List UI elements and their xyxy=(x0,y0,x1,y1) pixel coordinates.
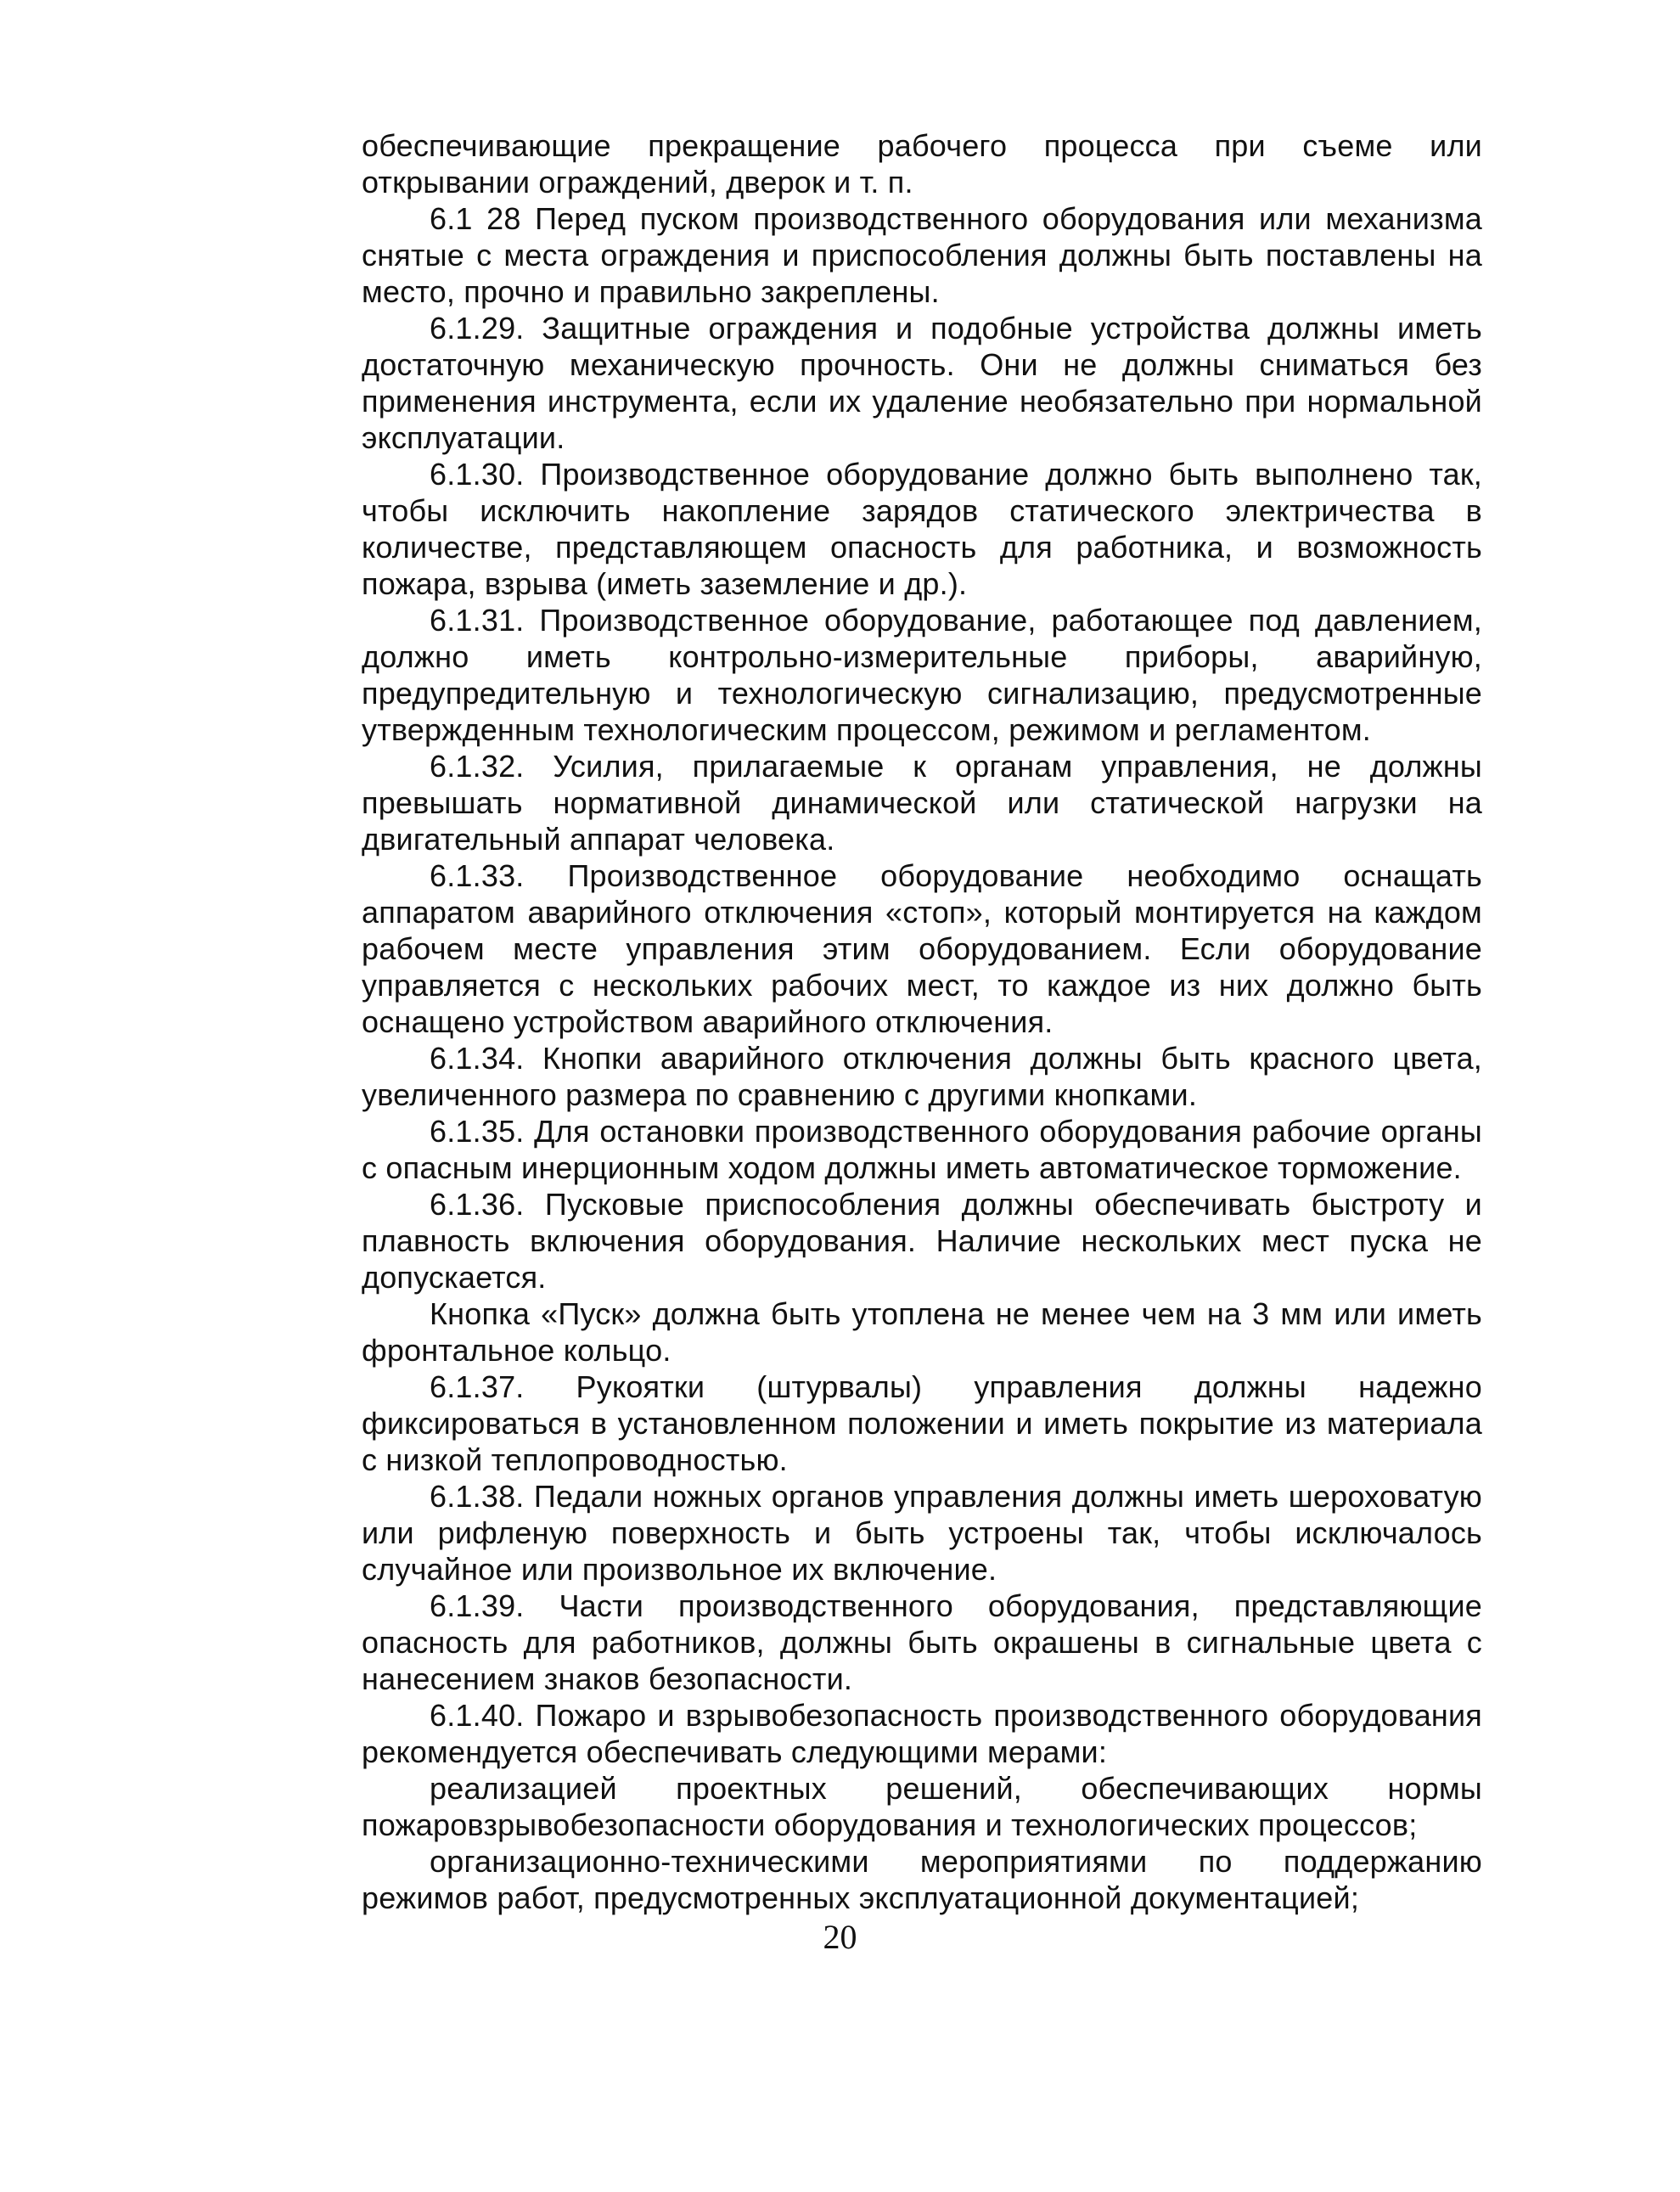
paragraph-6-1-39: 6.1.39. Части производственного оборудования, представляющие опасность для работников, должны быть окрашены в сигнальные цвета с нанесением знаков безопасности. xyxy=(362,1588,1482,1696)
list-item-design-solutions: реализацией проектных решений, обеспечивающих нормы пожаровзрывобезопасности оборудования и технологических процессов; xyxy=(362,1771,1482,1842)
paragraph-continuation: обеспечивающие прекращение рабочего процесса при съеме или открывании ограждений, дверок и т. п. xyxy=(362,128,1482,200)
paragraph-6-1-28: 6.1 28 Перед пуском производственного оборудования или механизма снятые с места ограждения и приспособления должны быть поставлены на место, прочно и правильно закреплены. xyxy=(362,201,1482,309)
list-item-organizational-measures: организационно-техническими мероприятиями по поддержанию режимов работ, предусмотренных эксплуатационной документацией; xyxy=(362,1844,1482,1915)
paragraph-6-1-36: 6.1.36. Пусковые приспособления должны обеспечивать быстроту и плавность включения оборудования. Наличие нескольких мест пуска не допускается. xyxy=(362,1187,1482,1295)
paragraph-6-1-34: 6.1.34. Кнопки аварийного отключения должны быть красного цвета, увеличенного размера по сравнению с другими кнопками. xyxy=(362,1041,1482,1112)
paragraph-6-1-38: 6.1.38. Педали ножных органов управления должны иметь шероховатую или рифленую поверхность и быть устроены так, чтобы исключалось случайное или произвольное их включение. xyxy=(362,1479,1482,1587)
paragraph-6-1-32: 6.1.32. Усилия, прилагаемые к органам управления, не должны превышать нормативной динамической или статической нагрузки на двигательный аппарат человека. xyxy=(362,749,1482,857)
paragraph-6-1-35: 6.1.35. Для остановки производственного оборудования рабочие органы с опасным инерционным ходом должны иметь автоматическое торможение. xyxy=(362,1114,1482,1185)
paragraph-6-1-30: 6.1.30. Производственное оборудование должно быть выполнено так, чтобы исключить накопление зарядов статического электричества в количестве, представляющем опасность для работника, и возможность пожара, взрыва (иметь заземление и др.). xyxy=(362,457,1482,601)
paragraph-6-1-31: 6.1.31. Производственное оборудование, работающее под давлением, должно иметь контрольно-измерительные приборы, аварийную, предупредительную и технологическую сигнализацию, предусмотренные утвержденным технологическим процессом, режимом и регламентом. xyxy=(362,603,1482,747)
paragraph-6-1-29: 6.1.29. Защитные ограждения и подобные устройства должны иметь достаточную механическую прочность. Они не должны сниматься без применения инструмента, если их удаление необязательно при нормальной эксплуатации. xyxy=(362,311,1482,455)
page-number: 20 xyxy=(823,1918,857,1956)
paragraph-6-1-33: 6.1.33. Производственное оборудование необходимо оснащать аппаратом аварийного отключения «стоп», который монтируется на каждом рабочем месте управления этим оборудованием. Если оборудование управляется с нескольких рабочих мест, то каждое из них должно быть оснащено устройством аварийного отключения. xyxy=(362,858,1482,1039)
paragraph-6-1-37: 6.1.37. Рукоятки (штурвалы) управления должны надежно фиксироваться в установленном положении и иметь покрытие из материала с низкой теплопроводностью. xyxy=(362,1369,1482,1477)
paragraph-6-1-40: 6.1.40. Пожаро и взрывобезопасность производственного оборудования рекомендуется обеспечивать следующими мерами: xyxy=(362,1698,1482,1769)
paragraph-start-button: Кнопка «Пуск» должна быть утоплена не менее чем на 3 мм или иметь фронтальное кольцо. xyxy=(362,1296,1482,1368)
document-body xyxy=(362,127,1482,1916)
